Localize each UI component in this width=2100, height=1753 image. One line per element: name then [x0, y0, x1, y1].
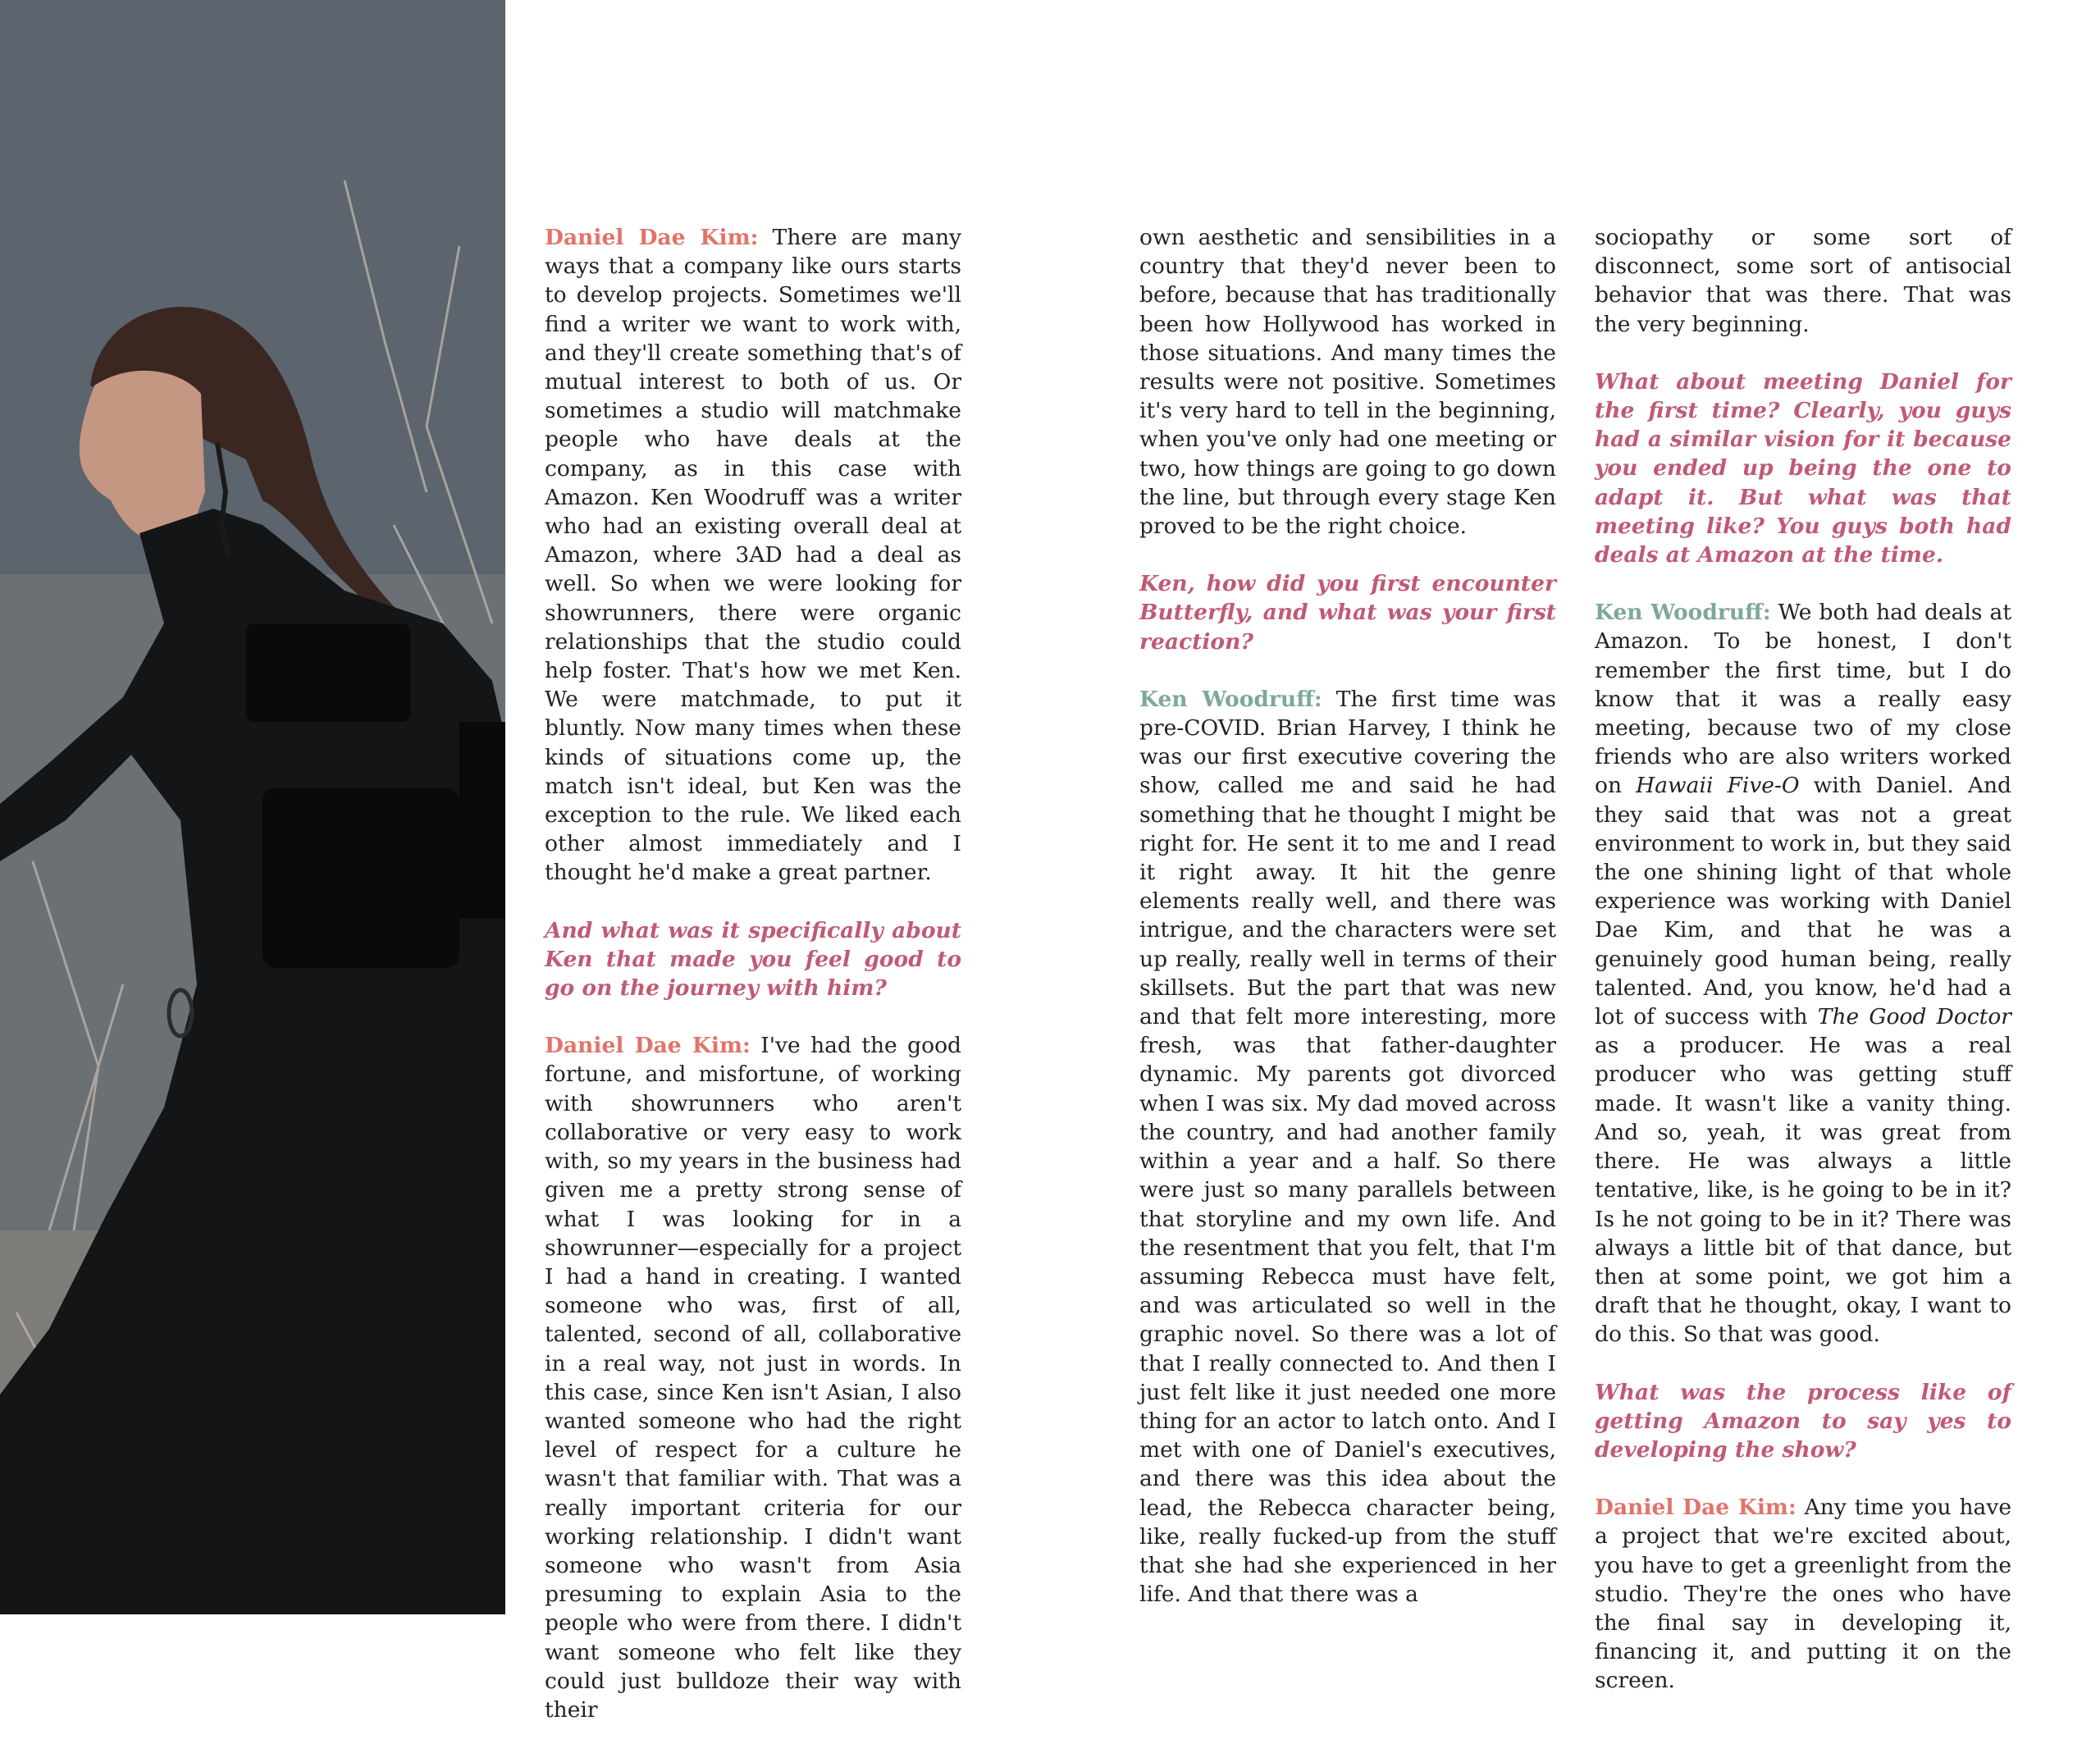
answer-paragraph	[1595, 598, 2011, 1349]
woman-in-tactical-gear-photo	[0, 0, 505, 1614]
interview-question: What was the process like of getting Amazon to say yes to developing the show?	[1595, 1379, 2011, 1463]
answer-text: There are many ways that a company like ours starts to develop projects. Sometimes we'll find a writer we want to work with, and they'll create something that's of mutual interest to both of us. Or sometimes a studio will matchmake people who have deals at the company, as in this case with Amazon. Ken Woodruff was a writer who had an existing overall deal at Amazon, where 3AD had a deal as well. So when we were looking for showrunners, there were organic relationships that the studio could help foster. That's how we met Ken. We were matchmade, to put it bluntly. Now many times when these kinds of situations come up, the match isn't ideal, but Ken was the exception to the rule. We liked each other almost immediately and I thought he'd make a great partner.	[545, 225, 962, 886]
speaker-label: Ken Woodruff:	[1139, 686, 1322, 712]
answer-paragraph: sociopathy or some sort of disconnect, some sort of antisocial behavior that was there. That was the very beginning.	[1595, 225, 2011, 337]
interview-question: What about meeting Daniel for the first time? Clearly, you guys had a similar vision for it because you ended up being the one to adapt it. But what was that meeting like? You guys both had deals at Amazon at the time.	[1595, 368, 2011, 568]
interview-question: Ken, how did you first encounter Butterfly, and what was your first reaction?	[1139, 571, 1556, 655]
answer-text: Any time you have a project that we're excited about, you have to get a greenlight from the studio. They're the ones who have the final say in developing it, financing it, and putting it on the screen.	[1595, 1495, 2011, 1694]
article-spread	[505, 0, 2100, 1723]
answer-paragraph: own aesthetic and sensibilities in a country that they'd never been to before, because that has traditionally been how Hollywood has worked in those situations. And many times the results were not positive. Sometimes it's very hard to tell in the beginning, when you've only had one meeting or two, how things are going to go down the line, but through every stage Ken proved to be the right choice.	[1139, 225, 1556, 540]
answer-paragraph	[545, 1031, 961, 1724]
show-title: Hawaii Five-O	[1636, 773, 1800, 799]
speaker-label: Daniel Dae Kim:	[545, 1033, 751, 1059]
show-title: The Good Doctor	[1817, 1004, 2011, 1030]
photo-illustration	[0, 0, 505, 1614]
answer-paragraph	[1595, 1493, 2011, 1695]
speaker-label: Ken Woodruff:	[1595, 600, 1771, 626]
answer-paragraph	[545, 223, 961, 888]
column-3	[1595, 223, 2011, 1724]
answer-text: We both had deals at Amazon. To be honest, I don't remember the first time, but I do know that it was a really easy meeting, because two of my close friends who are also writers worked on	[1595, 600, 2011, 799]
answer-text: as a producer. He was a real producer who was getting stuff made. It wasn't like a vanity thing. And so, yeah, it was great from there. He was always a little tentative, like, is he going to be in it? Is he not going to be in it? There was always a little bit of that dance, but then at some point, we got him a draft that he thought, okay, I want to do this. So that was good.	[1595, 1033, 2011, 1348]
answer-text: The first time was pre-COVID. Brian Harvey, I think he was our first executive covering the show, called me and said he had something that he thought I might be right for. He sent it to me and I read it right away. It hit the genre elements really well, and there was intrigue, and the characters were set up really, really well in terms of their skillsets. But the part that was new and that felt more interesting, more fresh, was that father-daughter dynamic. My parents got divorced when I was six. My dad moved across the country, and had another family within a year and a half. So there were just so many parallels between that storyline and my own life. And the resentment that you felt, that I'm assuming Rebecca must have felt, and was articulated so well in the graphic novel. So there was a lot of that I really connected to. And then I just felt like it just needed one more thing for an actor to latch onto. And I met with one of Daniel's executives, and there was this idea about the lead, the Rebecca character being, like, really fucked-up from the stuff that she had she experienced in her life. And that there was a	[1139, 686, 1557, 1608]
answer-paragraph	[1139, 685, 1556, 1609]
answer-text: I've had the good fortune, and misfortune, of working with showrunners who aren't collaborative or very easy to work with, so my years in the business had given me a pretty strong sense of what I was looking for in a showrunner—especially for a project I had a hand in creating. I wanted someone who was, first of all, talented, second of all, collaborative in a real way, not just in words. In this case, since Ken isn't Asian, I also wanted someone who had the right level of respect for a culture he wasn't that familiar with. That was a really important criteria for our working relationship. I didn't want someone who wasn't from Asia presuming to explain Asia to the people who were from there. I didn't want someone who felt like they could just bulldoze their way with their	[545, 1033, 961, 1723]
answer-text: with Daniel. And they said that was not a great environment to work in, but they said the one shining light of that whole experience was working with Daniel Dae Kim, and that he was a genuinely good human being, really talented. And, you know, he'd had a lot of success with	[1595, 773, 2012, 1030]
column-1	[545, 223, 961, 1753]
interview-question: And what was it specifically about Ken that made you feel good to go on the journey with him?	[545, 917, 961, 1002]
speaker-label: Daniel Dae Kim:	[545, 225, 759, 250]
column-2	[1139, 223, 1556, 1637]
speaker-label: Daniel Dae Kim:	[1595, 1495, 1796, 1521]
